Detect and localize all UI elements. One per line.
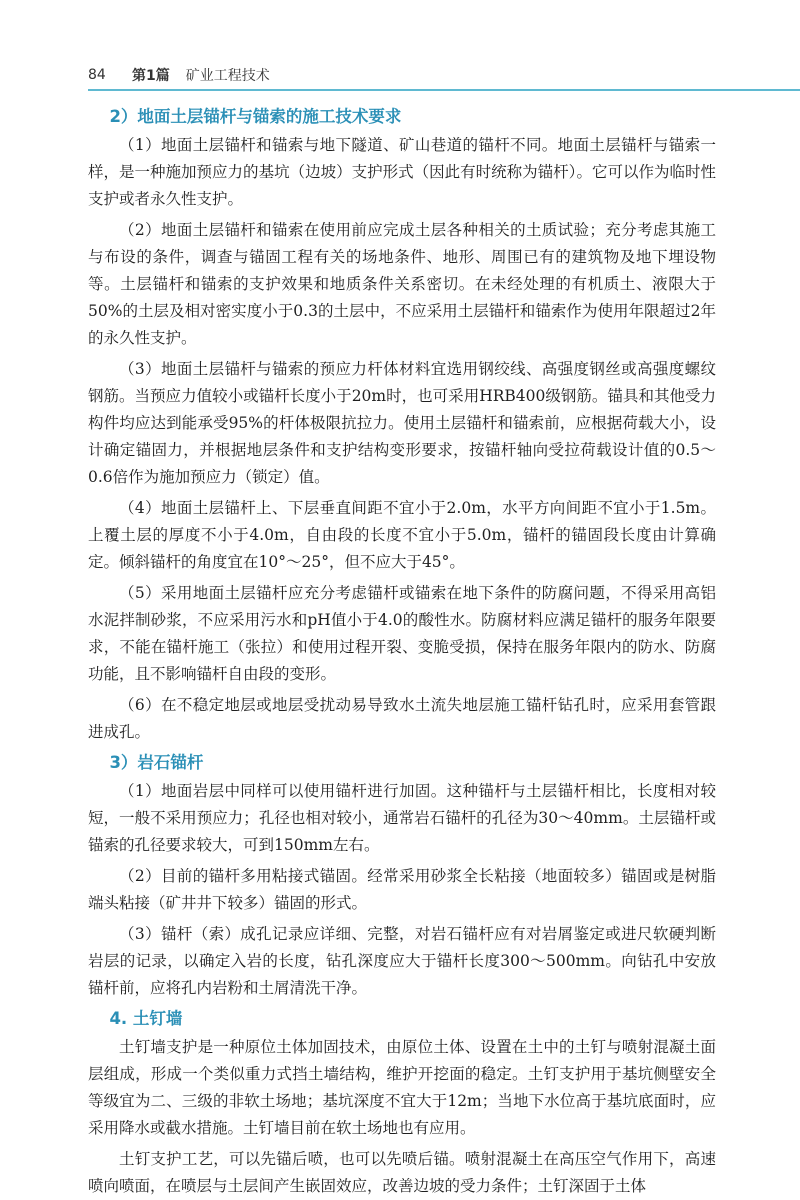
paragraph: （1）地面岩层中同样可以使用锚杆进行加固。这种锚杆与土层锚杆相比，长度相对较短，一般不采用预应力；孔径也相对较小，通常岩石锚杆的孔径为30～40mm。土层锚杆或锚索的孔径要求较大，可到150mm左右。 <box>88 782 716 854</box>
paragraph: 土钉支护工艺，可以先锚后喷，也可以先喷后锚。喷射混凝土在高压空气作用下，高速喷向喷面，在喷层与土层间产生嵌固效应，改善边坡的受力条件；土钉深固于土体 <box>88 1150 716 1195</box>
paragraph: （1）地面土层锚杆和锚索与地下隧道、矿山巷道的锚杆不同。地面土层锚杆与锚索一样，是一种施加预应力的基坑（边坡）支护形式（因此有时统称为锚杆）。它可以作为临时性支护或者永久性支护。 <box>88 136 716 208</box>
part-label: 第1篇 <box>132 68 170 84</box>
paragraph: （6）在不稳定地层或地层受扰动易导致水土流失地层施工锚杆钻孔时，应采用套管跟进成孔。 <box>88 696 716 741</box>
paragraph: （3）地面土层锚杆与锚索的预应力杆体材料宜选用钢绞线、高强度钢丝或高强度螺纹钢筋。当预应力值较小或锚杆长度小于20m时，也可采用HRB400级钢筋。锚具和其他受力构件均应达到能承受95%的杆体极限抗拉力。使用土层锚杆和锚索前，应根据荷载大小，设计确定锚固力，并根据地层条件和支护结构变形要求，按锚杆轴向受拉荷载设计值的0.5～0.6倍作为施加预应力（锁定）值。 <box>88 360 716 486</box>
part-title: 矿业工程技术 <box>185 68 270 84</box>
section-heading-soil-nail-wall: 4. 土钉墙 <box>109 1009 183 1028</box>
paragraph: （4）地面土层锚杆上、下层垂直间距不宜小于2.0m，水平方向间距不宜小于1.5m。上覆土层的厚度不小于4.0m，自由段的长度不宜小于5.0m，锚杆的锚固段长度由计算确定。倾斜锚杆的角度宜在10°～25°，但不应大于45°。 <box>88 499 716 571</box>
page-body <box>88 100 716 1200</box>
section-heading-rock-bolt: 3）岩石锚杆 <box>109 753 204 772</box>
paragraph: （5）采用地面土层锚杆应充分考虑锚杆或锚索在地下条件的防腐问题，不得采用高铝水泥拌制砂浆，不应采用污水和pH值小于4.0的酸性水。防腐材料应满足锚杆的服务年限要求，不能在锚杆施工（张拉）和使用过程开裂、变脆受损，保持在服务年限内的防水、防腐功能，且不影响锚杆自由段的变形。 <box>88 584 716 683</box>
paragraph: （2）地面土层锚杆和锚索在使用前应完成土层各种相关的土质试验；充分考虑其施工与布设的条件，调查与锚固工程有关的场地条件、地形、周围已有的建筑物及地下埋设物等。土层锚杆和锚索的支护效果和地质条件关系密切。在未经处理的有机质土、液限大于50%的土层及相对密实度小于0.3的土层中，不应采用土层锚杆和锚索作为使用年限超过2年的永久性支护。 <box>88 221 716 347</box>
page-header <box>88 62 800 88</box>
paragraph: 土钉墙支护是一种原位土体加固技术，由原位土体、设置在土中的土钉与喷射混凝土面层组成，形成一个类似重力式挡土墙结构，维护开挖面的稳定。土钉支护用于基坑侧壁安全等级宜为二、三级的非软土场地；基坑深度不宜大于12m；当地下水位高于基坑底面时，应采用降水或截水措施。土钉墙目前在软土场地也有应用。 <box>88 1038 716 1137</box>
paragraph: （3）锚杆（索）成孔记录应详细、完整，对岩石锚杆应有对岩屑鉴定或进尺软硬判断岩层的记录，以确定入岩的长度，钻孔深度应大于锚杆长度300～500mm。向钻孔中安放锚杆前，应将孔内岩粉和土屑清洗干净。 <box>88 925 716 997</box>
page-number: 84 <box>88 67 106 83</box>
header-rule <box>88 89 800 91</box>
paragraph: （2）目前的锚杆多用粘接式锚固。经常采用砂浆全长粘接（地面较多）锚固或是树脂端头粘接（矿井井下较多）锚固的形式。 <box>88 867 716 912</box>
section-heading-soil-anchor: 2）地面土层锚杆与锚索的施工技术要求 <box>109 107 402 126</box>
